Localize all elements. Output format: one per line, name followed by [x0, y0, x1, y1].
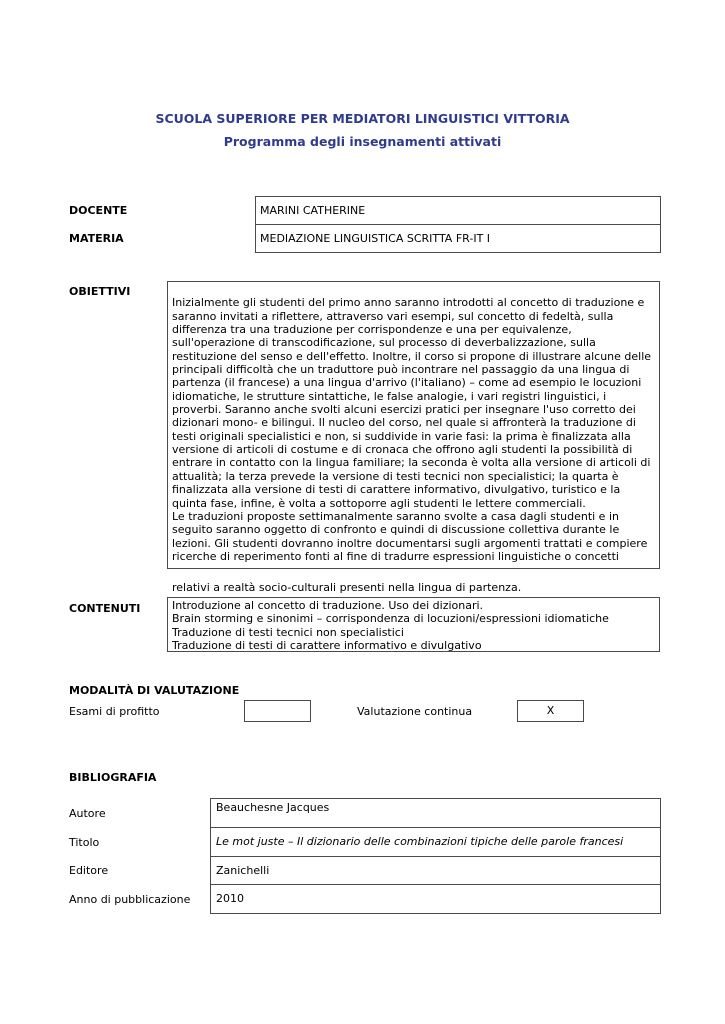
- esami-label: Esami di profitto: [69, 705, 160, 718]
- school-title: SCUOLA SUPERIORE PER MEDIATORI LINGUISTICI VITTORIA: [155, 111, 570, 126]
- contenuti-item: Brain storming e sinonimi – corrispondenza di locuzioni/espressioni idiomatiche: [172, 612, 609, 626]
- obiettivi-label: OBIETTIVI: [69, 285, 131, 298]
- obiettivi-box: [167, 281, 660, 594]
- obiettivi-last-line: relativi a realtà socio-culturali presenti nella lingua di partenza.: [172, 580, 522, 594]
- contenuti-item: Introduzione al concetto di traduzione. Uso dei dizionari.: [172, 599, 484, 612]
- valutazione-label: MODALITÀ DI VALUTAZIONE: [69, 684, 240, 697]
- materia-label: MATERIA: [69, 232, 124, 245]
- obiettivi-text: Inizialmente gli studenti del primo anno saranno introdotti al concetto di traduzione e saranno invitati a riflettere, attraverso vari esempi, sul concetto di fedeltà, sulla differenza tra una traduzione per corrispondenze e una per equivalenze, sull'operazione di transcodificazione, sul processo di deverbalizzazione, sulla restituzione del senso e dell'effetto. Inoltre, il corso si propone di illustrare alcune delle principali difficoltà che un traduttore può incontrare nel passaggio da una lingua di partenza (il francese) a una lingua d'arrivo (l'italiano) – come ad esempio le locuzioni idiomatiche, le strutture sintattiche, le false analogie, i vari registri linguistici, i proverbi. Saranno anche svolti alcuni esercizi pratici per insegnare l'uso corretto dei dizionari mono- e bilingui. Il nucleo del corso, nel quale si affronterà la traduzione di testi originali specialistici e non, si suddivide in varie fasi: la prima è finalizzata alla versione di articoli di costume e di cronaca che offrono agli studenti la possibilità di entrare in contatto con la lingua familiare; la seconda è volta alla versione di articoli di attualità; la terza prevede la versione di testi tecnici non specialistici; la quarta è finalizzata alla versione di testi di carattere informativo, divulgativo, turistico e la quinta fase, infine, è volta a sottoporre agli studenti le lettere commerciali. Le traduzioni proposte settimanalmente saranno svolte a casa dagli studenti e in seguito saranno oggetto di confronto e quindi di discussione collettiva durante le lezioni. Gli studenti dovranno inoltre documentarsi sugli argomenti trattati e compiere ricerche di reperimento fonti al fine di tradurre espressioni linguistiche o concetti: [172, 296, 652, 563]
- autore-label: Autore: [69, 807, 106, 820]
- editore-value: Zanichelli: [210, 856, 661, 885]
- document-subtitle: Programma degli insegnamenti attivati: [223, 134, 502, 149]
- contenuti-item: Traduzione di testi tecnici non specialistici: [172, 625, 404, 639]
- bibliografia-label: BIBLIOGRAFIA: [69, 771, 157, 784]
- editore-label: Editore: [69, 864, 109, 877]
- docente-value: MARINI CATHERINE: [255, 196, 661, 225]
- titolo-label: Titolo: [69, 836, 100, 849]
- contenuti-item: Traduzione di testi di carattere informativo e divulgativo: [172, 638, 482, 652]
- anno-value: 2010: [210, 884, 661, 914]
- docente-label: DOCENTE: [69, 204, 128, 217]
- contenuti-label: CONTENUTI: [69, 602, 141, 615]
- contenuti-box: [167, 597, 660, 652]
- esami-checkbox: [244, 700, 311, 722]
- continua-checkbox: X: [517, 700, 584, 722]
- anno-label: Anno di pubblicazione: [69, 893, 191, 906]
- titolo-value: Le mot juste – Il dizionario delle combinazioni tipiche delle parole francesi: [210, 827, 661, 857]
- continua-label: Valutazione continua: [357, 705, 473, 718]
- materia-value: MEDIAZIONE LINGUISTICA SCRITTA FR-IT I: [255, 224, 661, 253]
- autore-value: Beauchesne Jacques: [210, 798, 661, 828]
